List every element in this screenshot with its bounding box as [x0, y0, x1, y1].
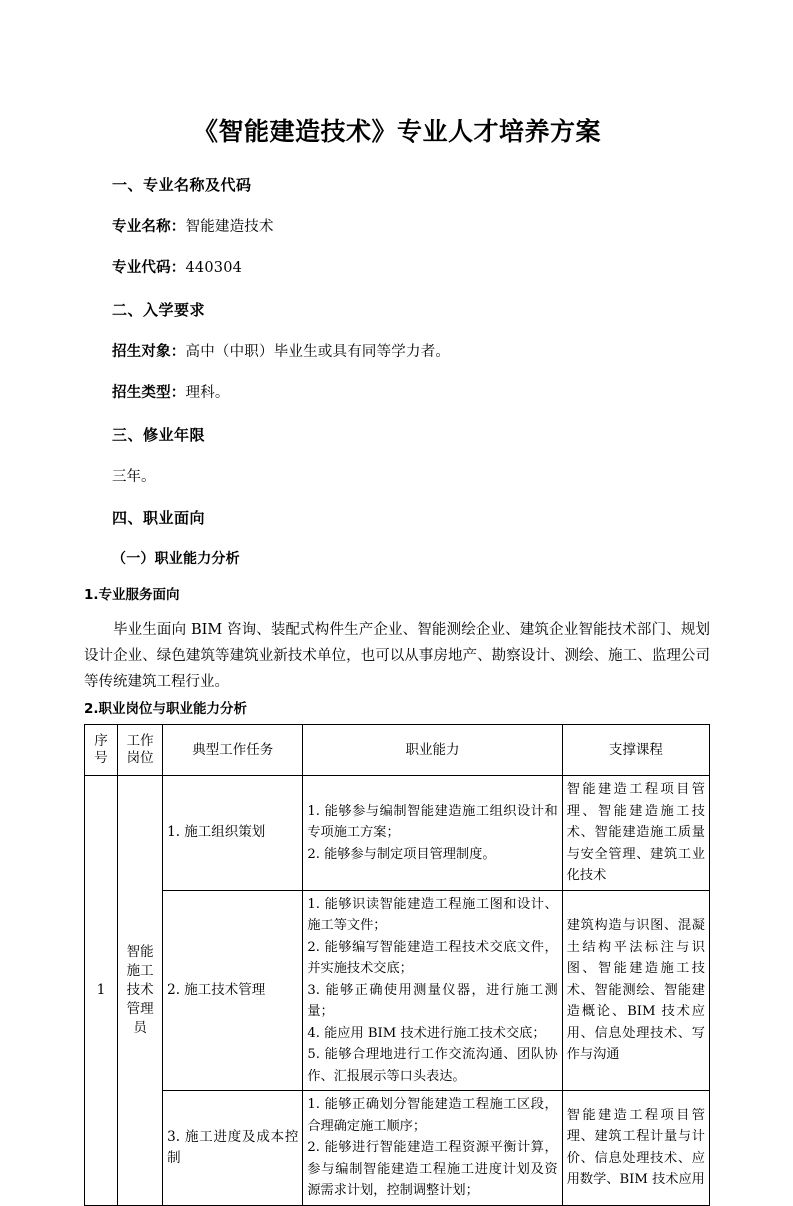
spacer [84, 234, 710, 261]
major-name-label: 专业名称： [112, 218, 186, 235]
ability-line: 2. 能够进行智能建造工程资源平衡计算，参与编制智能建造工程施工进度计划及资源需求计划，控制调整计划； [307, 1140, 558, 1198]
ability-line: 2. 能够编写智能建造工程技术交底文件，并实施技术交底； [307, 939, 558, 976]
ability-line: 5. 能够合理地进行工作交流沟通、团队协作、汇报展示等口头表达。 [307, 1047, 558, 1084]
cell-ability [303, 1091, 562, 1206]
cell-course: 智能建造工程项目管理、建筑工程计量与计价、信息处理技术、应用数学、BIM 技术应用 [562, 1091, 709, 1206]
section-heading-3: 三、修业年限 [112, 425, 206, 444]
table-header-task: 典型工作任务 [163, 725, 303, 776]
table-header-course: 支撑课程 [562, 725, 709, 776]
ability-line: 1. 能够正确划分智能建造工程施工区段，合理确定施工顺序； [307, 1097, 558, 1134]
subsection-heading-career-ability: （一）职业能力分析 [112, 551, 240, 567]
ability-line: 4. 能应用 BIM 技术进行施工技术交底； [307, 1025, 546, 1041]
cell-post: 智能施工技术管理员 [118, 776, 163, 1206]
major-code-label: 专业代码： [112, 260, 186, 276]
cell-task: 1. 施工组织策划 [163, 776, 303, 891]
cell-course: 智能建造工程项目管理、智能建造施工技术、智能建造施工质量与安全管理、建筑工业化技术 [562, 776, 709, 891]
spacer [84, 603, 710, 617]
table-row [85, 1091, 710, 1206]
spacer [84, 526, 710, 552]
table-header-ability: 职业能力 [303, 725, 562, 776]
table-row [85, 890, 710, 1091]
major-name-line [84, 220, 710, 235]
major-code-line [84, 261, 710, 276]
cell-ability [303, 890, 562, 1091]
enrollment-target-label: 招生对象： [112, 343, 186, 360]
section-heading-1: 一、专业名称及代码 [112, 175, 252, 194]
subsection-heading-job-ability-analysis: 2.职业岗位与职业能力分析 [84, 700, 248, 717]
spacer [84, 566, 710, 589]
cell-course: 建筑构造与识图、混凝土结构平法标注与识图、智能建造施工技术、智能测绘、智能建造概论、BIM 技术应用、信息处理技术、写作与沟通 [562, 890, 709, 1091]
spacer [84, 484, 710, 511]
enrollment-target-value: 高中（中职）毕业生或具有同等学力者。 [185, 343, 451, 360]
job-ability-table [84, 724, 710, 1206]
table-header-row [85, 725, 710, 776]
spacer [84, 443, 710, 470]
ability-line: 2. 能够参与制定项目管理制度。 [307, 846, 496, 862]
table-body [85, 776, 710, 1206]
spacer [84, 318, 710, 345]
spacer [84, 193, 710, 220]
spacer [84, 401, 710, 428]
subsection-heading-service-orientation: 1.专业服务面向 [84, 587, 180, 603]
table-header-post: 工作岗位 [118, 725, 163, 776]
cell-task: 2. 施工技术管理 [163, 890, 303, 1091]
enrollment-type-value: 理科。 [185, 385, 230, 401]
cell-seq: 1 [85, 776, 118, 1206]
ability-line: 3. 能够正确使用测量仪器，进行施工测量； [307, 982, 558, 1019]
spacer [84, 276, 710, 303]
enrollment-type-line [84, 386, 710, 401]
duration-value: 三年。 [112, 468, 156, 485]
spacer [84, 149, 710, 178]
major-code-value: 440304 [185, 260, 243, 276]
section-heading-4: 四、职业面向 [112, 509, 206, 527]
enrollment-type-label: 招生类型： [112, 385, 186, 401]
section-heading-2: 二、入学要求 [112, 300, 206, 319]
ability-line: 1. 能够参与编制智能建造施工组织设计和专项施工方案； [307, 803, 558, 840]
service-orientation-paragraph: 毕业生面向 BIM 咨询、装配式构件生产企业、智能测绘企业、建筑企业智能技术部门、规划设计企业、绿色建筑等建筑业新技术单位，也可以从事房地产、勘察设计、测绘、施工、监理公司等传统建筑工程行业。 [84, 621, 710, 690]
spacer [84, 359, 710, 386]
cell-task: 3. 施工进度及成本控制 [163, 1091, 303, 1206]
table-header-seq: 序号 [85, 725, 118, 776]
enrollment-target-line [84, 345, 710, 360]
major-name-value: 智能建造技术 [185, 218, 274, 235]
spacer [84, 716, 710, 724]
page-title: 《智能建造技术》专业人才培养方案 [192, 117, 601, 146]
page-content [84, 0, 710, 1206]
cell-ability [303, 776, 562, 891]
table-row [85, 776, 710, 891]
ability-line: 1. 能够识读智能建造工程施工图和设计、施工等文件； [307, 896, 558, 933]
